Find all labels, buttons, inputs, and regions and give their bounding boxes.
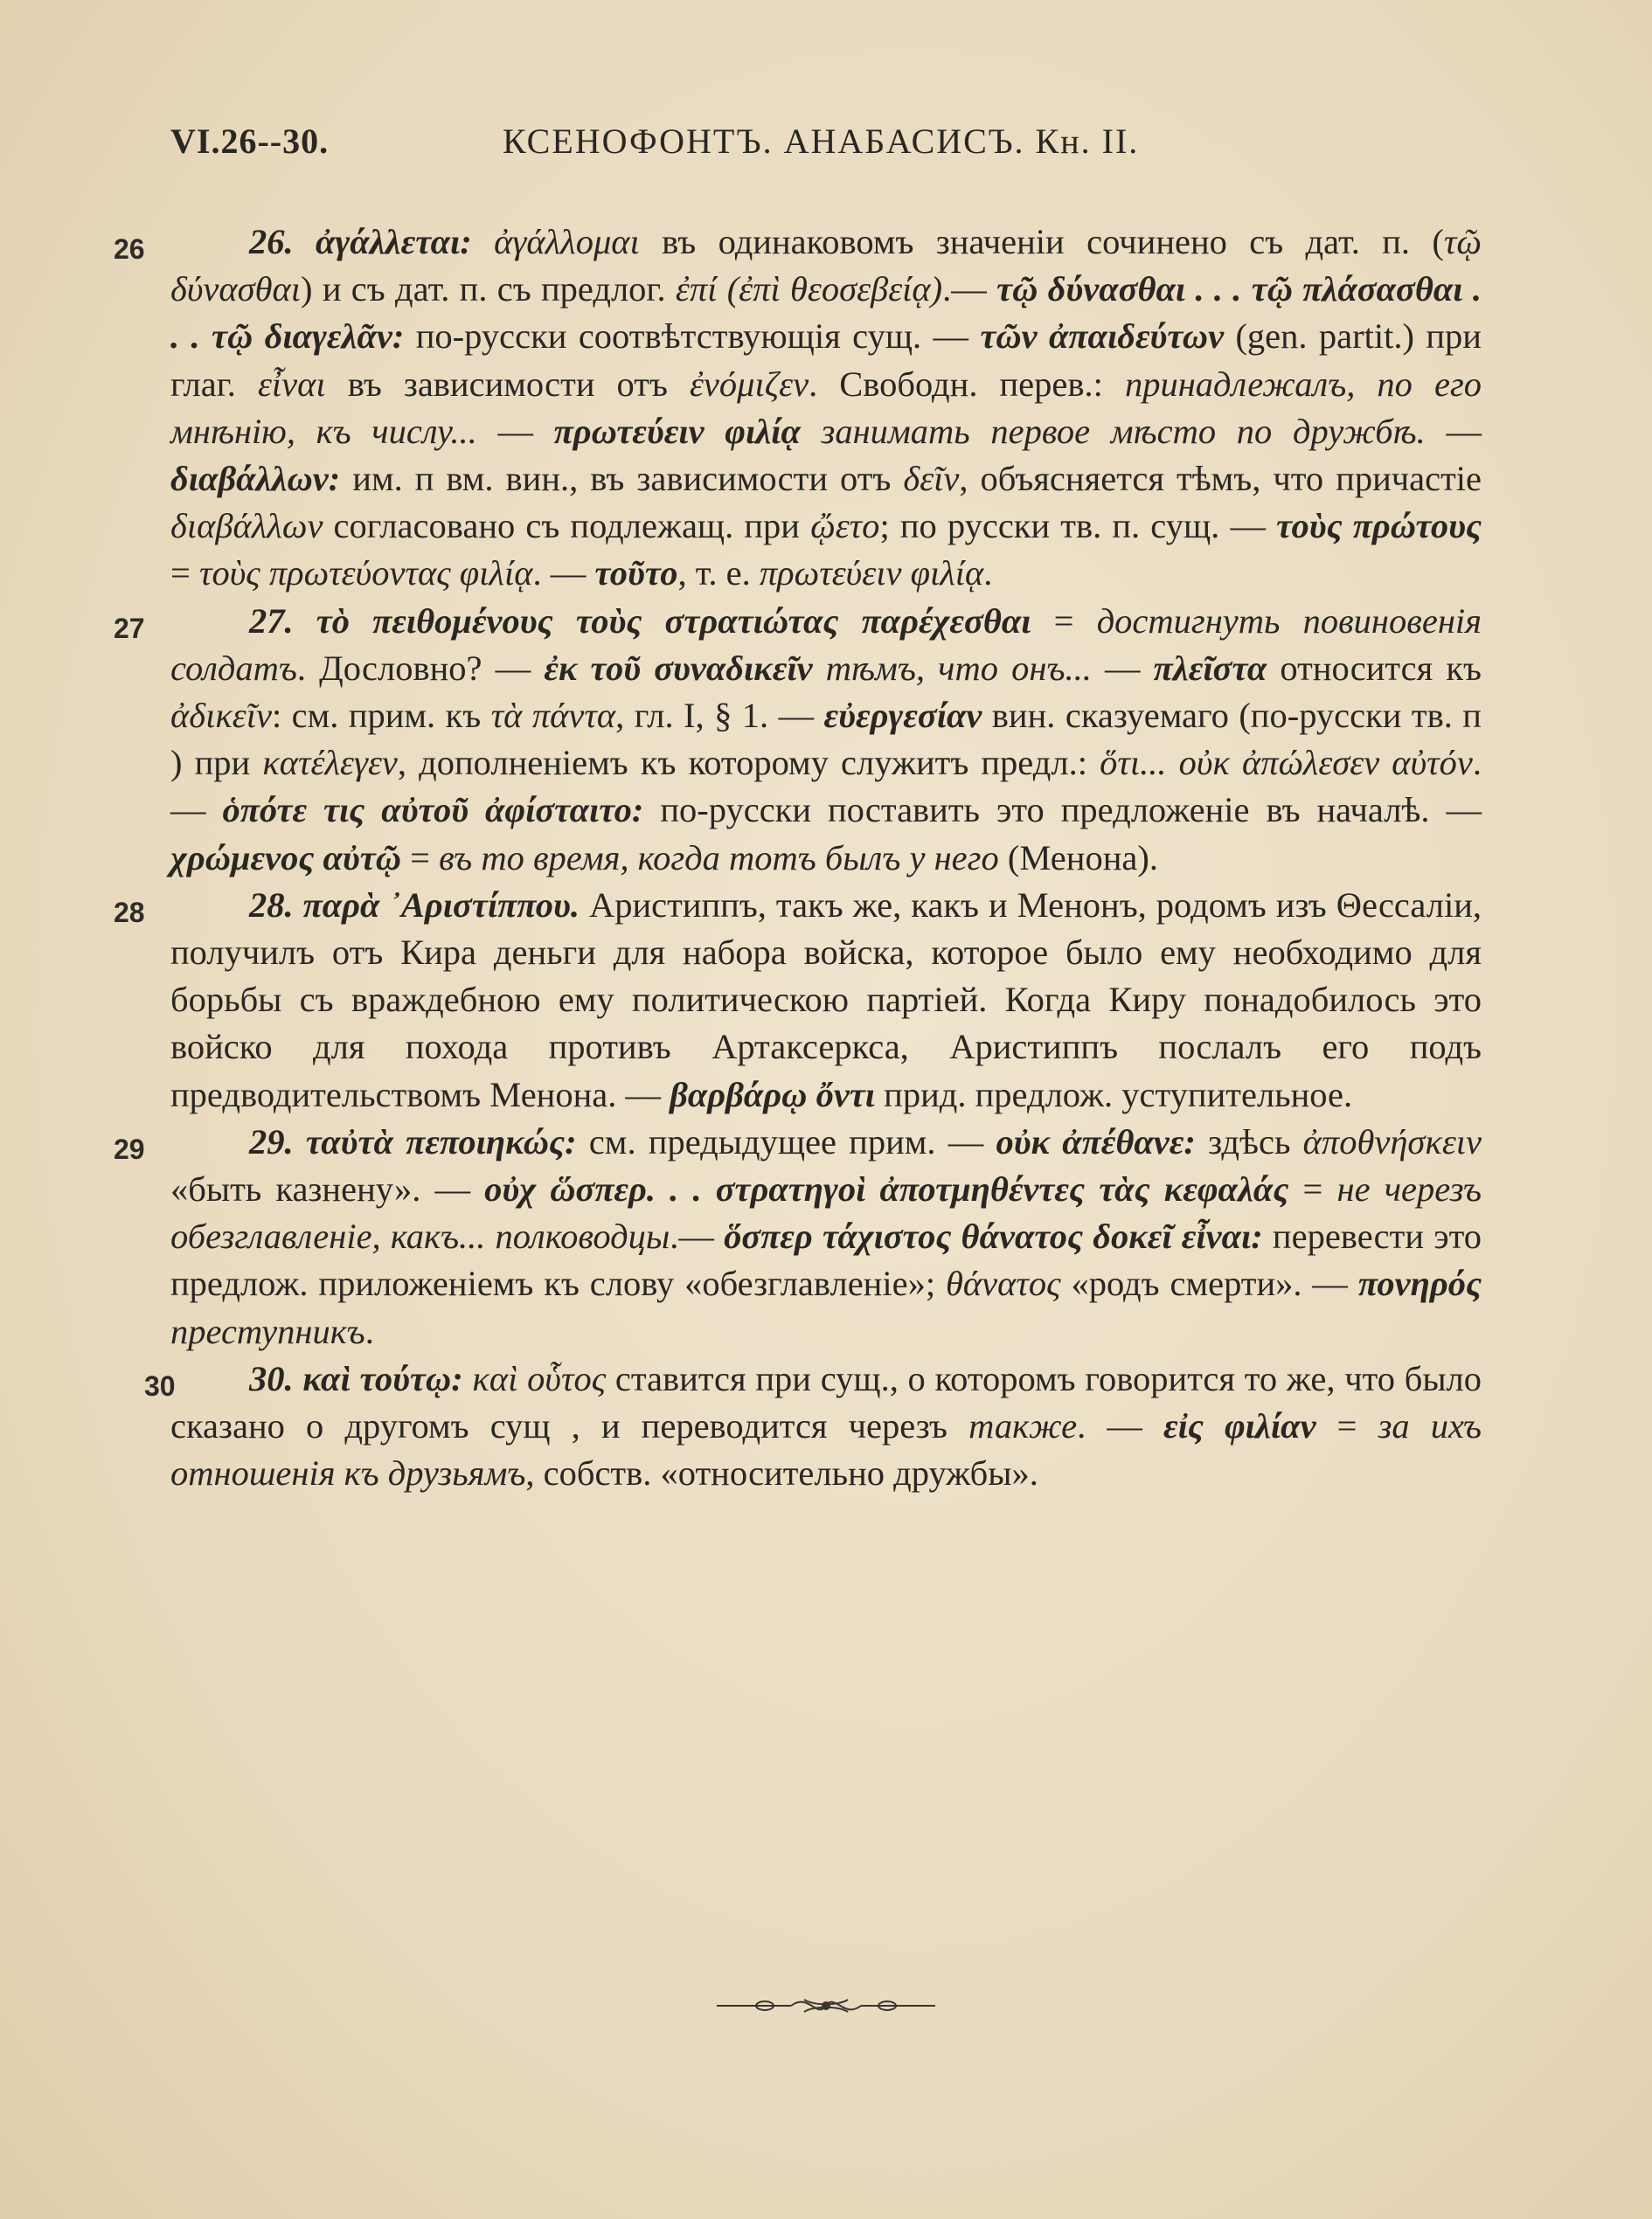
note-paragraph: [114, 218, 1482, 598]
translation-italic: занимать первое мѣсто по дружбѣ.: [800, 411, 1426, 451]
lemma-term: εὐεργεσίαν: [823, 696, 982, 736]
commentary-text: . —: [532, 553, 595, 593]
commentary-text: перевести это предлож. приложенiемъ къ слову «обезглавленiе»;: [170, 1217, 1482, 1304]
greek-text: ἀγάλλομαι: [471, 222, 640, 261]
lemma-term: οὐχ ὥσπερ. . . στρατηγοὶ ἀποτμηθέντες τὰς κεφαλάς: [484, 1169, 1289, 1210]
commentary-text: =: [401, 837, 440, 877]
lemma-term: βαρβάρῳ ὄντι: [670, 1074, 876, 1114]
scroll-ornament-icon: [0, 1993, 1652, 2019]
commentary-text: прид. предлож. уступительное.: [875, 1074, 1353, 1114]
greek-text: ἐπί (ἐπὶ θεοσεβείᾳ): [675, 269, 943, 309]
commentary-text: , дополненiемъ къ которому служитъ предл.:: [397, 743, 1100, 783]
commentary-text: —: [1425, 411, 1482, 451]
margin-section-number: 26: [114, 233, 145, 265]
commentary-text: . —: [1077, 1406, 1163, 1446]
lemma-term: πονηρός: [1357, 1264, 1482, 1304]
commentary-text: , т. е.: [677, 553, 760, 593]
margin-section-number: 28: [114, 896, 145, 928]
greek-text: ἀδικεῖν: [170, 696, 272, 736]
greek-text: εἶναι: [257, 364, 326, 404]
translation-italic: преступникъ: [170, 1311, 365, 1351]
commentary-text: ; по русски тв. п. сущ. —: [879, 506, 1277, 546]
lemma-term: ὅσπερ τάχιστος θάνατος δοκεῖ εἶναι:: [724, 1217, 1263, 1257]
margin-section-number: 27: [114, 612, 145, 644]
greek-text: καὶ οὗτος: [462, 1358, 607, 1398]
commentary-text: «быть казнену». —: [170, 1169, 485, 1210]
greek-text: διαβάλλων: [170, 506, 323, 546]
commentary-text: .—: [670, 1217, 725, 1257]
commentary-text: —: [1091, 648, 1154, 688]
greek-text: ἀποθνήσκειν: [1302, 1121, 1482, 1162]
greek-text: θάνατος: [945, 1264, 1061, 1304]
lemma-term: τῶν ἀπαιδεύτων: [980, 316, 1225, 357]
commentary-text: относится къ: [1267, 648, 1482, 688]
commentary-text: по-русски поставить это предложенiе въ началѣ. —: [643, 790, 1482, 830]
commentary-text: =: [1031, 600, 1097, 641]
commentary-text: . —: [170, 743, 1482, 830]
greek-text: δεῖν: [903, 459, 960, 499]
commentary-text: . Дословно? —: [296, 648, 545, 688]
lemma-term: τοὺς πρώτους: [1276, 506, 1482, 546]
lemma-term: ὁπότε τις αὐτοῦ ἀφίσταιτο:: [222, 790, 644, 830]
translation-italic: за ихъ отношенiя къ друзьямъ: [170, 1406, 1482, 1494]
translation-italic: тѣмъ, что онъ...: [812, 648, 1092, 688]
commentary-text: въ одинаковомъ значенiи сочинено съ дат. п. (: [639, 222, 1444, 261]
margin-section-number: 30: [144, 1370, 176, 1402]
greek-text: τῷ δύνασθαι: [170, 222, 1482, 309]
commentary-text: .: [983, 553, 993, 593]
lemma-term: 26. ἀγάλλεται:: [249, 222, 472, 261]
commentary-text: —: [476, 411, 554, 451]
commentary-text: въ зависимости отъ: [325, 364, 690, 404]
commentary-text: по-русски соотвѣтствующiя сущ. —: [404, 316, 981, 357]
commentary-text: =: [1288, 1169, 1337, 1210]
translation-italic: принадлежалъ, по его мнѣнiю, къ числу...: [170, 364, 1482, 451]
commentary-text: : см. прим. къ: [271, 696, 491, 736]
commentary-text: «родъ смерти». —: [1060, 1264, 1358, 1304]
translation-italic: въ то время, когда тотъ былъ у него: [439, 837, 999, 877]
commentary-text: здѣсь: [1195, 1121, 1303, 1162]
commentary-text: см. предыдущее прим. —: [576, 1121, 996, 1162]
commentary-text: , гл. I, § 1. —: [615, 696, 824, 736]
lemma-term: τῷ δύνασθαι . . . τῷ πλάσασθαι . . . τῷ διαγελᾶν:: [170, 269, 1482, 357]
commentary-text: согласовано съ подлежащ. при: [323, 506, 811, 546]
commentary-text: вин. сказуемаго (по-русски тв. п ) при: [170, 696, 1482, 783]
commentary-text: ) и съ дат. п. съ предлог.: [301, 269, 676, 309]
lemma-term: 29. ταὐτὰ πεποιηκώς:: [249, 1121, 577, 1162]
section-range: VI.26--30.: [170, 121, 330, 161]
lemma-term: ἐκ τοῦ συναδικεῖν: [544, 648, 813, 688]
commentary-text: Аристиппъ, такъ же, какъ и Менонъ, родомъ изъ Θессалiи, получилъ отъ Кира деньги для набора войска, которое было ему необходимо для борьбы съ враждебною ему политическою партiей. Когда Киру понадобилось это войско для похода противъ Артаксеркса, Аристиппъ послалъ его подъ предводительствомъ Менона. —: [170, 884, 1482, 1114]
lemma-term: 28. παρὰ ᾿Αριστίππου.: [249, 884, 580, 925]
running-title: КСЕНОФОНТЪ. АНАБАСИСЪ. Кн. II.: [503, 121, 1140, 161]
commentary-text: им. п вм. вин., въ зависимости отъ: [340, 459, 904, 499]
commentary-text: (Менона).: [998, 837, 1158, 877]
commentary-text: (gen. partit.) при глаг.: [170, 316, 1482, 404]
greek-text: πρωτεύειν φιλίᾳ: [759, 553, 984, 593]
lemma-term: πλεῖστα: [1153, 648, 1267, 688]
note-paragraph: [144, 1356, 1482, 1498]
translation-italic: не черезъ обезглавленiе, какъ... полководцы: [170, 1169, 1482, 1257]
commentary-text: =: [1315, 1406, 1378, 1446]
commentary-text: =: [170, 553, 199, 593]
note-paragraph: [114, 1119, 1482, 1356]
greek-text: ᾤετο: [810, 506, 880, 546]
commentary-text: , собств. «относительно дружбы».: [525, 1453, 1038, 1494]
commentary-text: .: [364, 1311, 374, 1351]
lemma-term: οὐκ ἀπέθανε:: [996, 1121, 1196, 1162]
translation-italic: достигнуть повиновенiя солдатъ: [170, 600, 1482, 688]
greek-text: τοὺς πρωτεύοντας φιλίᾳ: [198, 553, 533, 593]
lemma-term: πρωτεύειν φιλίᾳ: [553, 411, 801, 451]
commentary-body: [114, 218, 1482, 1497]
running-header: [170, 121, 1482, 173]
greek-text: ὅτι... οὐκ ἀπώλεσεν αὐτόν: [1100, 743, 1473, 783]
lemma-term: 30. καὶ τούτῳ:: [249, 1358, 463, 1398]
commentary-text: .—: [942, 269, 997, 309]
note-paragraph: [114, 882, 1482, 1119]
greek-text: ἐνόμιζεν: [689, 364, 809, 404]
lemma-term: τοῦτο: [594, 553, 678, 593]
greek-text: κατέλεγεν: [262, 743, 398, 783]
translation-italic: также: [968, 1406, 1078, 1446]
lemma-term: εἰς φιλίαν: [1163, 1406, 1316, 1446]
commentary-text: . Свободн. перев.:: [809, 364, 1125, 404]
lemma-term: 27. τὸ πειθομένους τοὺς στρατιώτας παρέχεσθαι: [249, 600, 1031, 641]
lemma-term: διαβάλλων:: [170, 459, 341, 499]
lemma-term: χρώμενος αὐτῷ: [170, 837, 402, 877]
commentary-text: , объясняется тѣмъ, что причастiе: [959, 459, 1482, 499]
margin-section-number: 29: [114, 1133, 145, 1165]
greek-text: τὰ πάντα: [490, 696, 616, 736]
note-paragraph: [114, 598, 1482, 882]
commentary-text: ставится при сущ., о которомъ говорится то же, что было сказано о другомъ сущ , и переводится черезъ: [170, 1358, 1482, 1446]
